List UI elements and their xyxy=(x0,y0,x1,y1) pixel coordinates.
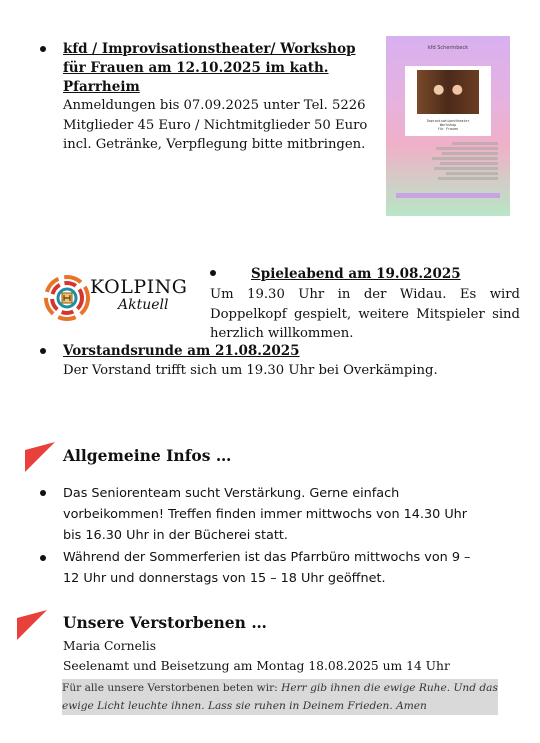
verstorbene-title: Unsere Verstorbenen … xyxy=(63,613,267,632)
kfd-event-details xyxy=(63,96,383,155)
flyer-card-line-1: Improvisationstheater xyxy=(426,119,470,123)
prayer-line-1 xyxy=(62,679,498,697)
flyer-title: kfd Schermbeck xyxy=(427,45,469,51)
prayer-text-2: ewige Licht leuchte ihnen. Lass sie ruhen in Deinem Frieden. Amen xyxy=(62,700,427,712)
bullet xyxy=(40,348,46,354)
kfd-registration-text: Anmeldungen bis 07.09.2025 unter Tel. 5226 xyxy=(63,98,366,113)
info-pfarrbuero-line-2: 12 Uhr und donnerstags von 15 – 18 Uhr geöffnet. xyxy=(63,571,386,586)
spieleabend-line-1 xyxy=(210,285,520,305)
info-seniorenteam-line-3: bis 16.30 Uhr in der Bücherei statt. xyxy=(63,528,288,543)
bullet xyxy=(40,46,46,52)
workshop-flyer-image xyxy=(386,36,510,216)
kolping-tagline: Aktuell xyxy=(118,297,169,313)
prayer-intro: Für alle unsere Verstorbenen beten wir: xyxy=(62,682,282,694)
section-flag-icon xyxy=(25,442,55,472)
kfd-catering-text: incl. Getränke, Verpflegung bitte mitbringen. xyxy=(63,137,366,152)
prayer-box xyxy=(62,679,498,715)
kfd-event-heading xyxy=(63,40,373,97)
bullet xyxy=(40,555,46,561)
spieleabend-details xyxy=(210,285,520,344)
spieleabend-line-2 xyxy=(210,305,520,325)
bullet xyxy=(210,270,216,276)
flyer-photo xyxy=(417,70,479,114)
spieleabend-heading: Spieleabend am 19.08.2025 xyxy=(251,266,461,282)
flyer-body-text-blur xyxy=(432,142,498,182)
kolping-wordmark: KOLPING xyxy=(90,276,188,298)
vorstand-details: Der Vorstand trifft sich um 19.30 Uhr bei Overkämping. xyxy=(63,363,438,378)
deceased-name: Maria Cornelis xyxy=(63,639,157,653)
allgemeine-infos-title: Allgemeine Infos … xyxy=(63,446,232,465)
prayer-text-1: Herr gib ihnen die ewige Ruhe. Und das xyxy=(281,682,498,694)
info-seniorenteam xyxy=(63,483,513,546)
kolping-aktuell-logo xyxy=(44,270,189,325)
kfd-price-text: Mitglieder 45 Euro / Nichtmitglieder 50 Euro xyxy=(63,117,368,133)
spieleabend-line-2-text: Doppelkopf gespielt, weitere Mitspieler sind xyxy=(210,306,520,322)
info-pfarrbuero-line-1: Während der Sommerferien ist das Pfarrbüro mittwochs von 9 – xyxy=(63,550,471,565)
kfd-event-heading-line-1: kfd / Improvisationstheater/ Workshop xyxy=(63,41,356,57)
kolping-emblem-icon xyxy=(44,272,90,324)
bullet xyxy=(40,490,46,496)
section-flag-icon xyxy=(17,610,47,640)
flyer-photo-card xyxy=(405,66,491,136)
spieleabend-line-1-text: Um 19.30 Uhr in der Widau. Es wird xyxy=(210,287,520,302)
funeral-service-info: Seelenamt und Beisetzung am Montag 18.08.2025 um 14 Uhr xyxy=(63,659,450,673)
prayer-line-2 xyxy=(62,697,498,715)
vorstand-heading: Vorstandsrunde am 21.08.2025 xyxy=(63,343,300,359)
kfd-event-heading-line-2: für Frauen am 12.10.2025 im kath. xyxy=(63,60,329,76)
flyer-footer-bar xyxy=(396,193,500,198)
flyer-card-text xyxy=(405,119,491,132)
spieleabend-line-3: herzlich willkommen. xyxy=(210,326,354,341)
flyer-card-line-2: Workshop xyxy=(439,123,457,128)
info-seniorenteam-line-2: vorbeikommen! Treffen finden immer mittwochs von 14.30 Uhr xyxy=(63,507,468,522)
kfd-event-heading-line-3: Pfarrheim xyxy=(63,79,140,95)
info-pfarrbuero xyxy=(63,547,523,589)
flyer-card-line-3: für Frauen xyxy=(437,127,459,132)
info-seniorenteam-line-1: Das Seniorenteam sucht Verstärkung. Gerne einfach xyxy=(63,486,400,501)
